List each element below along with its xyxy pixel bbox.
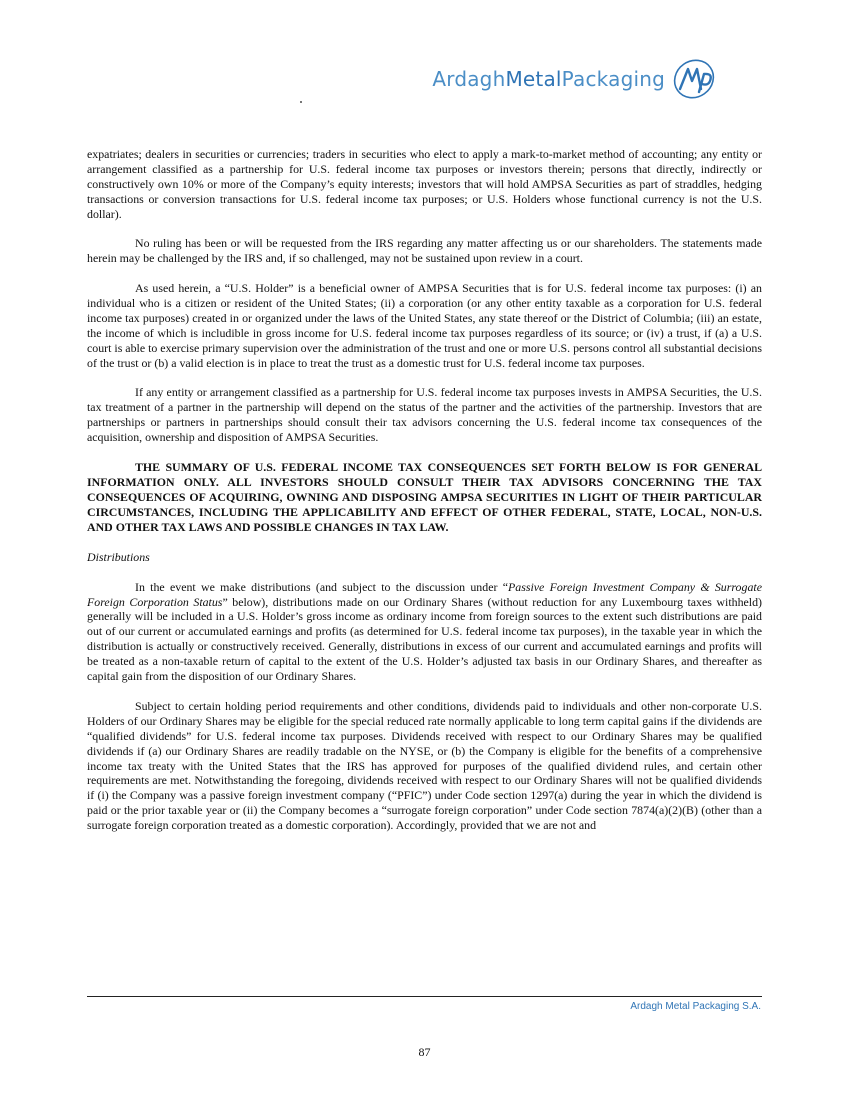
amp-monogram-icon: [671, 56, 717, 102]
paragraph-partnership: If any entity or arrangement classified as a partnership for U.S. federal income tax purposes invests in AMPSA Securities, the U.S. tax treatment of a partner in the partnership will depend on the status of the partner and the activities of the partnership. Investors that are partnerships or partners in partnerships should consult their tax advisors concerning the U.S. federal income tax consequences of the acquisition, ownership and disposition of AMPSA Securities.: [87, 385, 762, 445]
logo-word-metal: Metal: [505, 67, 562, 91]
paragraph-continuation: expatriates; dealers in securities or currencies; traders in securities who elect to apply a mark-to-market method of accounting; any entity or arrangement classified as a partnership for U.S. federal income tax purposes or investors therein; persons that directly, indirectly or constructively own 10% or more of the Company’s equity interests; investors that will hold AMPSA Securities as part of straddles, hedging transactions or conversion transactions for U.S. federal income tax purposes; or U.S. Holders whose functional currency is not the U.S. dollar).: [87, 147, 762, 221]
logo-wordmark: [432, 69, 665, 89]
section-heading-distributions: Distributions: [87, 549, 150, 564]
paragraph-distributions-text-b: ” below), distributions made on our Ordinary Shares (without reduction for any Luxembourg taxes withheld) generally will be included in a U.S. Holder’s gross income as ordinary income from foreign sources to the extent such distributions are paid out of our current or accumulated earnings and profits (as determined for U.S. federal income tax purposes), in the taxable year in which the distribution is actually or constructively received. Generally, distributions in excess of our current and accumulated earnings and profits will be treated as a non-taxable return of capital to the extent of the U.S. Holder’s adjusted tax basis in our Ordinary Shares, and thereafter as capital gain from the disposition of our Ordinary Shares.: [87, 594, 762, 684]
paragraph-distributions-italic: Passive Foreign Investment Company & Surrogate Foreign Corporation Status: [87, 579, 762, 609]
paragraph-ruling: No ruling has been or will be requested from the IRS regarding any matter affecting us or our shareholders. The statements made herein may be challenged by the IRS and, if so challenged, may not be sustained upon review in a court.: [87, 236, 762, 266]
paragraph-distributions-text-a: In the event we make distributions (and subject to the discussion under “: [135, 579, 508, 594]
paragraph-qualified-dividends: Subject to certain holding period requirements and other conditions, dividends paid to individuals and other non-corporate U.S. Holders of our Ordinary Shares may be eligible for the special reduced rate normally applicable to long term capital gains if the dividends are “qualified dividends” for U.S. federal income tax purposes. Dividends received with respect to our Ordinary Shares may be qualified dividends if (a) our Ordinary Shares are readily tradable on the NYSE, or (b) the Company is eligible for the benefits of a comprehensive income tax treaty with the United States that the IRS has approved for purposes of the qualified dividend rules, and certain other requirements are met. Notwithstanding the foregoing, dividends received with respect to our Ordinary Shares will not be qualified dividends if (i) the Company was a passive foreign investment company (“PFIC”) under Code section 1297(a) during the year in which the dividend is paid or the prior taxable year or (ii) the Company becomes a “surrogate foreign corporation” under Code section 7874(a)(2)(B) (other than a surrogate foreign corporation treated as a domestic corporation). Accordingly, provided that we are not and: [87, 698, 762, 833]
footer-divider: [87, 996, 762, 997]
stray-dot: [300, 101, 302, 103]
paragraph-disclaimer: THE SUMMARY OF U.S. FEDERAL INCOME TAX CONSEQUENCES SET FORTH BELOW IS FOR GENERAL INFORMATION ONLY. ALL INVESTORS SHOULD CONSULT THEIR TAX ADVISORS CONCERNING THE TAX CONSEQUENCES OF ACQUIRING, OWNING AND DISPOSING AMPSA SECURITIES IN LIGHT OF THEIR PARTICULAR CIRCUMSTANCES, INCLUDING THE APPLICABILITY AND EFFECT OF OTHER FEDERAL, STATE, LOCAL, NON-U.S. AND OTHER TAX LAWS AND POSSIBLE CHANGES IN TAX LAW.: [87, 459, 762, 534]
company-logo: [432, 56, 717, 102]
footer-company-name: Ardagh Metal Packaging S.A.: [630, 1001, 761, 1012]
paragraph-us-holder-definition: As used herein, a “U.S. Holder” is a beneficial owner of AMPSA Securities that is for U.S. federal income tax purposes: (i) an individual who is a citizen or resident of the United States; (ii) a corporation (or any other entity taxable as a corporation for U.S. federal income tax purposes) created in or organized under the laws of the United States, any state thereof or the District of Columbia; (iii) an estate, the income of which is includible in gross income for U.S. federal income tax purposes regardless of its source; or (iv) a trust, if (a) a U.S. court is able to exercise primary supervision over the administration of the trust and one or more U.S. persons control all substantial decisions of the trust or (b) a valid election is in place to treat the trust as a domestic trust for U.S. federal income tax purposes.: [87, 281, 762, 370]
document-body: [87, 147, 762, 848]
paragraph-distributions: [87, 580, 762, 684]
page-number: 87: [418, 1045, 431, 1059]
logo-word-packaging: Packaging: [561, 67, 665, 91]
logo-word-ardagh: Ardagh: [432, 67, 506, 91]
